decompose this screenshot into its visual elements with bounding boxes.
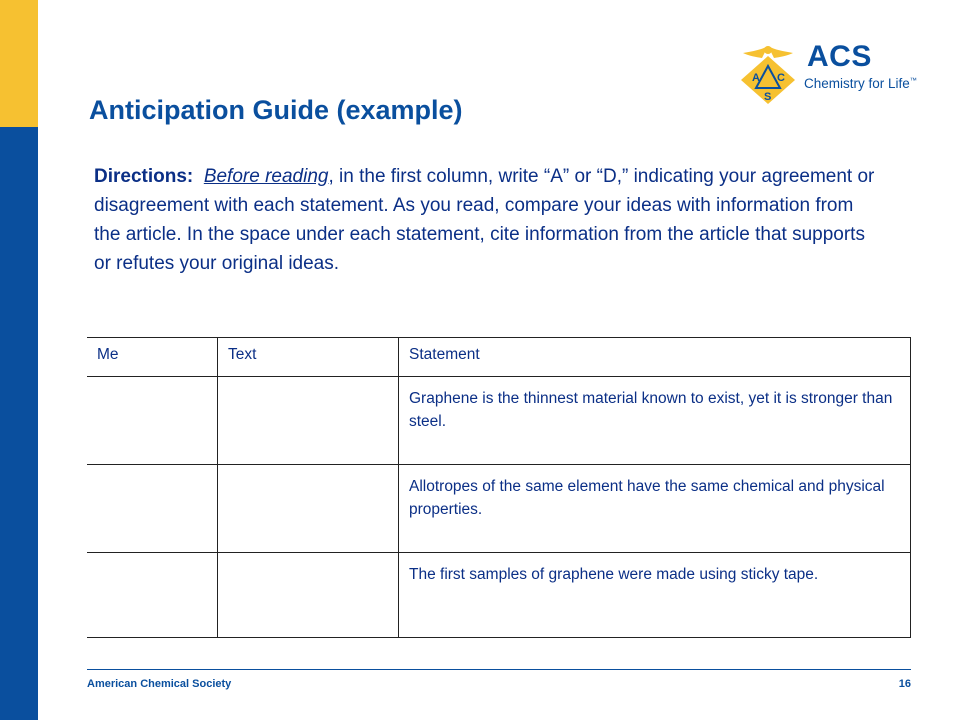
logo-tagline-text: Chemistry for Life [804,76,910,91]
svg-text:S: S [764,91,772,103]
column-header-text: Text [218,338,399,377]
directions-paragraph [94,162,884,278]
table-row [87,377,911,465]
trademark-symbol: ™ [909,77,917,85]
text-cell[interactable] [218,377,399,465]
text-cell[interactable] [218,465,399,553]
directions-body: , in the first column, write “A” or “D,” indicating your agreement or disagreement with each statement. As you read, compare your ideas with information from the article. In the space under each statement, cite information from the article that supports or refutes your original ideas. [94,166,875,274]
directions-label: Directions: [94,166,194,187]
column-header-me: Me [87,338,218,377]
me-cell[interactable] [87,465,218,553]
logo-tagline [804,76,917,91]
svg-text:A: A [752,72,760,84]
table-row [87,553,911,638]
acs-seal-icon [735,42,801,104]
text-cell[interactable] [218,553,399,638]
statement-cell: The first samples of graphene were made using sticky tape. [399,553,911,638]
footer-divider [87,669,911,670]
me-cell[interactable] [87,553,218,638]
page-number: 16 [898,678,911,690]
logo-wordmark: ACS [807,40,872,73]
directions-emphasis: Before reading [203,166,329,187]
table-header-row [87,338,911,377]
statement-cell: Allotropes of the same element have the same chemical and physical properties. [399,465,911,553]
page-title: Anticipation Guide (example) [89,95,463,125]
acs-logo [735,42,935,104]
me-cell[interactable] [87,377,218,465]
footer-organization: American Chemical Society [87,678,232,690]
anticipation-table [87,337,911,638]
svg-text:C: C [777,72,785,84]
table-row [87,465,911,553]
statement-cell: Graphene is the thinnest material known to exist, yet it is stronger than steel. [399,377,911,465]
side-bar-gold [0,0,38,127]
column-header-statement: Statement [399,338,911,377]
